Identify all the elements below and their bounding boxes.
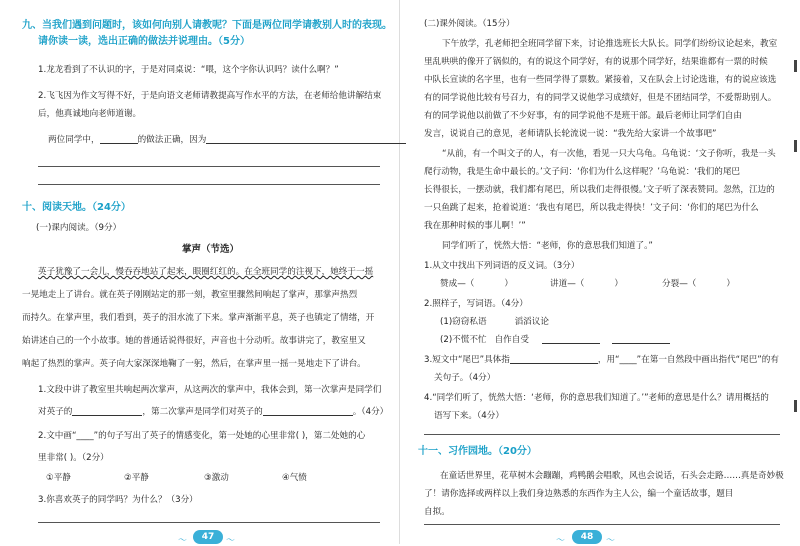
q9-answer-line: 两位同学中， 的做法正确，因为 <box>48 134 406 146</box>
flourish-icon: 〜 <box>606 536 616 546</box>
answer-line[interactable] <box>38 522 380 523</box>
reading-line: 一只鱼跳了起来，抢着说道：‘我也有尾巴，所以我走得快！’文子问：‘你们的尾巴为什么 <box>424 203 759 213</box>
reading-line: 中队长宣读的名字里，也有一些同学得了票数。紧接着，又在队会上讨论选谁，有的说应该选 <box>424 75 777 85</box>
rq1-word: 分裂—（ ） <box>662 279 735 289</box>
reading-conclusion: 同学们听了，恍然大悟：“老师，你的意思我们知道了。” <box>442 241 653 251</box>
q1-line1: 1.文段中讲了教室里共响起两次掌声，从这两次的掌声中，我体会到，第一次掌声是同学们 <box>38 385 382 395</box>
left-page <box>0 0 400 544</box>
page-edge-mark <box>794 140 797 152</box>
reading-line: 长得很长，一摆动就，我们都有尾巴，所以我们走得很慢。’文子听了深表赞同。忽然，江边的 <box>424 185 775 195</box>
reading-line: 有的同学说他以前做了不少好事，有的同学说他不是班干部。最后老师让同学们自由 <box>424 111 742 121</box>
q11-prompt-line: 在童话世界里，花草树木会蹦蹦，鸡鸭鹅会唱歌，风也会说话，石头会走路……真是奇妙极 <box>440 471 784 481</box>
sub2-title: (二)课外阅读。（15分） <box>424 19 515 29</box>
right-page <box>400 0 800 544</box>
answer-line[interactable] <box>424 434 780 435</box>
page-edge-mark <box>794 60 797 72</box>
q11-prompt-line: 了！请你选择或两样以上我们身边熟悉的东西作为主人公，编一个童话故事，题目 <box>424 489 734 499</box>
passage-line: 而持久。在掌声里，我们看到，英子的泪水流了下来。掌声渐渐平息，英子也镇定了情绪，开 <box>22 313 375 323</box>
q11-title: 十一、习作园地。（20分） <box>418 446 537 457</box>
q9-item-1: 1.龙龙看到了不认识的字，于是对同桌说：“喂，这个字你认识吗？读什么啊？” <box>38 65 339 75</box>
page-number: 47 <box>193 530 223 544</box>
reading-line: 有的同学说他比较有号召力，有的同学又说他学习成绩好，但是不团结同学，不爱帮助别人。 <box>424 93 777 103</box>
rq2-question: 2.照样子，写词语。（4分） <box>424 299 528 309</box>
q1-line2: 对英子的 ，第二次掌声是同学们对英子的 。（4分） <box>38 407 389 417</box>
q9-title-line1: 九、当我们遇到问题时，该如何向别人请教呢？下面是两位同学请教别人时的表现。 <box>22 20 392 31</box>
rq4-line1: 4.“同学们听了，恍然大悟：‘老师，你的意思我们知道了。’”老师的意思是什么？请用概括的 <box>424 393 769 403</box>
answer-blank[interactable] <box>72 406 142 416</box>
flourish-icon: 〜 <box>226 536 236 546</box>
q2-option[interactable]: ③激动 <box>204 473 229 483</box>
rq1-word: 讲道—（ ） <box>550 279 623 289</box>
rq1-word: 赞成—（ ） <box>440 279 513 289</box>
q2-line2: 里非常( )。（2分） <box>38 453 109 463</box>
q2-option[interactable]: ①平静 <box>46 473 71 483</box>
answer-line[interactable] <box>424 524 780 525</box>
q10-subtitle: (一)课内阅读。（9分） <box>36 223 122 233</box>
answer-blank[interactable] <box>263 406 353 416</box>
reading-line: 爬行动物，我是生命中最长的。’文子问：‘你们为什么这样呢？’乌龟说：‘我们的尾巴 <box>424 167 741 177</box>
q9-title-line2: 请你读一读，选出正确的做法并说理由。（5分） <box>38 36 250 47</box>
passage-line: 英子犹豫了一会儿，慢吞吞地站了起来，眼圈红红的。在全班同学的注视下，她终于一摇 <box>38 267 374 277</box>
q2-option[interactable]: ②平静 <box>124 473 149 483</box>
q11-prompt-line: 自拟。 <box>424 507 450 517</box>
answer-blank[interactable] <box>100 134 138 144</box>
answer-line[interactable] <box>38 166 380 167</box>
q2-option[interactable]: ④气愤 <box>282 473 307 483</box>
answer-blank[interactable] <box>206 134 406 144</box>
rq3-line1: 3.短文中“尾巴”具体指 ，用“____”在第一自然段中画出指代“尾巴”的有 <box>424 355 779 365</box>
flourish-icon: 〜 <box>178 536 188 546</box>
rq1-question: 1.从文中找出下列词语的反义词。（3分） <box>424 261 580 271</box>
answer-blank[interactable] <box>510 354 598 364</box>
passage-line: 一晃地走上了讲台。就在英子刚刚站定的那一刻，教室里骤然间响起了掌声，那掌声热烈 <box>22 290 358 300</box>
q9-item-2-line2: 后，他真诚地向老师道谢。 <box>38 109 142 119</box>
q10-title: 十、阅读天地。（24分） <box>22 202 131 213</box>
q3-question: 3.你喜欢英子的同学吗？为什么？（3分） <box>38 495 198 505</box>
passage-line: 始讲述自己的一个小故事。她的普通话说得很好，声音也十分动听。故事讲完了，教室里又 <box>22 336 366 346</box>
page-edge-mark <box>794 400 797 412</box>
reading-line: 下午放学，孔老师把全班同学留下来，讨论推选班长大队长。同学们纷纷议论起来，教室 <box>442 39 778 49</box>
rq2-example: (1)窃窃私语 滔滔议论 <box>440 317 549 327</box>
answer-blank[interactable] <box>612 334 670 344</box>
passage-title: 掌声（节选） <box>182 244 240 255</box>
answer-blank[interactable] <box>542 334 600 344</box>
rq3-line2: 关句子。（4分） <box>434 373 496 383</box>
q2-line1: 2.文中画“____”的句子写出了英子的情感变化，第一处她的心里非常( )，第二处她的心 <box>38 431 366 441</box>
answer-line[interactable] <box>38 184 380 185</box>
rq2-example: (2)不慌不忙 自作自受 <box>440 334 670 346</box>
reading-line: 我在那种时候的事儿啊！’” <box>424 221 526 231</box>
passage-line: 响起了热烈的掌声。英子向大家深深地鞠了一躬，然后，在掌声里一摇一晃地走下了讲台。 <box>22 359 366 369</box>
flourish-icon: 〜 <box>556 536 566 546</box>
reading-line: “从前，有一个叫文子的人，有一次他，看见一只大乌龟。乌龟说：‘文子你听，我是一头 <box>442 149 776 159</box>
reading-line: 发言，说说自己的意见，老师请队长轮流说一说：“我先给大家讲一个故事吧” <box>424 129 717 139</box>
q9-item-2-line1: 2.飞飞因为作文写得不好，于是向语文老师请教提高写作水平的方法，在老师给他讲解结束 <box>38 91 382 101</box>
rq4-line2: 语写下来。（4分） <box>434 411 504 421</box>
reading-line: 里乱哄哄的像开了锅似的，有的说这个同学好，有的说那个同学好，结果谁都有一票的时候 <box>424 57 768 67</box>
page-number: 48 <box>572 530 602 544</box>
